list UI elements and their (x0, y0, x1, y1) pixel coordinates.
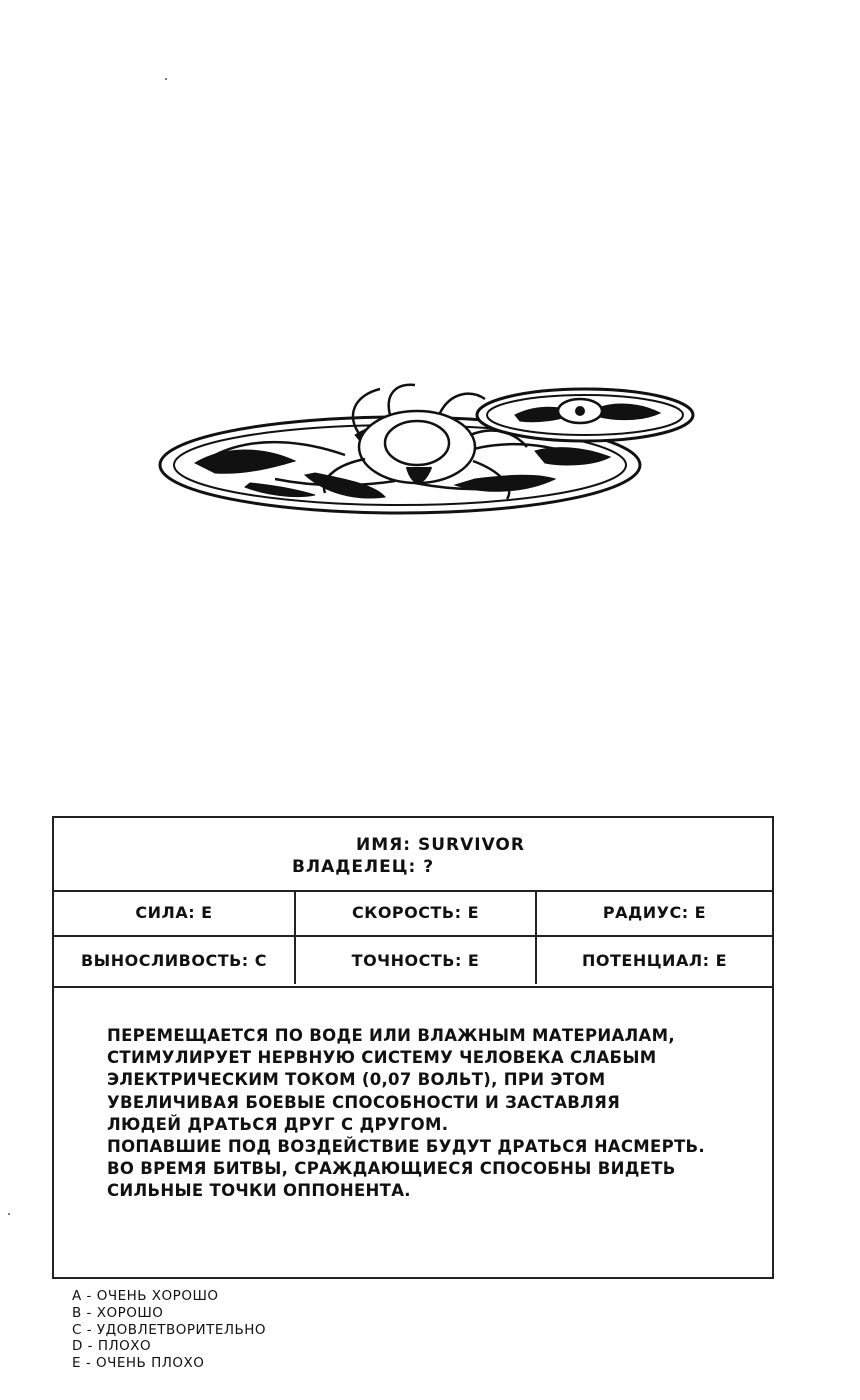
description-line: ЛЮДЕЙ ДРАТЬСЯ ДРУГ С ДРУГОМ. (107, 1114, 449, 1134)
stat-precision: ТОЧНОСТЬ: E (294, 937, 535, 984)
grade-legend (72, 1288, 266, 1372)
stat-power: СИЛА: E (54, 890, 294, 937)
description-line: ПЕРЕМЕЩАЕТСЯ ПО ВОДЕ ИЛИ ВЛАЖНЫМ МАТЕРИАЛАМ, (107, 1026, 675, 1045)
legend-item: B - ХОРОШО (72, 1304, 164, 1321)
stat-range: РАДИУС: E (535, 890, 772, 937)
stand-info-card (52, 816, 774, 1279)
description-line: СИЛЬНЫЕ ТОЧКИ ОППОНЕНТА. (107, 1181, 411, 1201)
description-line: ВО ВРЕМЯ БИТВЫ, СРАЖДАЮЩИЕСЯ СПОСОБНЫ ВИДЕТЬ (107, 1159, 676, 1179)
stat-durability: ВЫНОСЛИВОСТЬ: C (80, 951, 268, 970)
stand-name: ИМЯ: SURVIVOR (356, 835, 525, 855)
stats-grid (54, 890, 772, 988)
description-line: ЭЛЕКТРИЧЕСКИМ ТОКОМ (0,07 ВОЛЬТ), ПРИ ЭТОМ (107, 1070, 606, 1090)
stand-owner: ВЛАДЕЛЕЦ: ? (292, 857, 435, 877)
stat-potential: ПОТЕНЦИАЛ: E (535, 937, 772, 984)
paper-speck (165, 78, 167, 80)
paper-speck (8, 1213, 10, 1215)
description-line: ПОПАВШИЕ ПОД ВОЗДЕЙСТВИЕ БУДУТ ДРАТЬСЯ НАСМЕРТЬ. (107, 1137, 705, 1157)
legend-item: D - ПЛОХО (72, 1338, 152, 1355)
legend-item: A - ОЧЕНЬ ХОРОШО (72, 1288, 219, 1304)
stand-illustration (155, 375, 700, 535)
card-header (54, 818, 772, 892)
legend-item: E - ОЧЕНЬ ПЛОХО (72, 1355, 205, 1372)
description-line: УВЕЛИЧИВАЯ БОЕВЫЕ СПОСОБНОСТИ И ЗАСТАВЛЯЯ (107, 1092, 621, 1112)
stat-speed: СКОРОСТЬ: E (294, 890, 535, 937)
description-line: СТИМУЛИРУЕТ НЕРВНУЮ СИСТЕМУ ЧЕЛОВЕКА СЛАБЫМ (107, 1048, 657, 1068)
legend-item: C - УДОВЛЕТВОРИТЕЛЬНО (72, 1321, 267, 1338)
stand-description (107, 1025, 767, 1203)
